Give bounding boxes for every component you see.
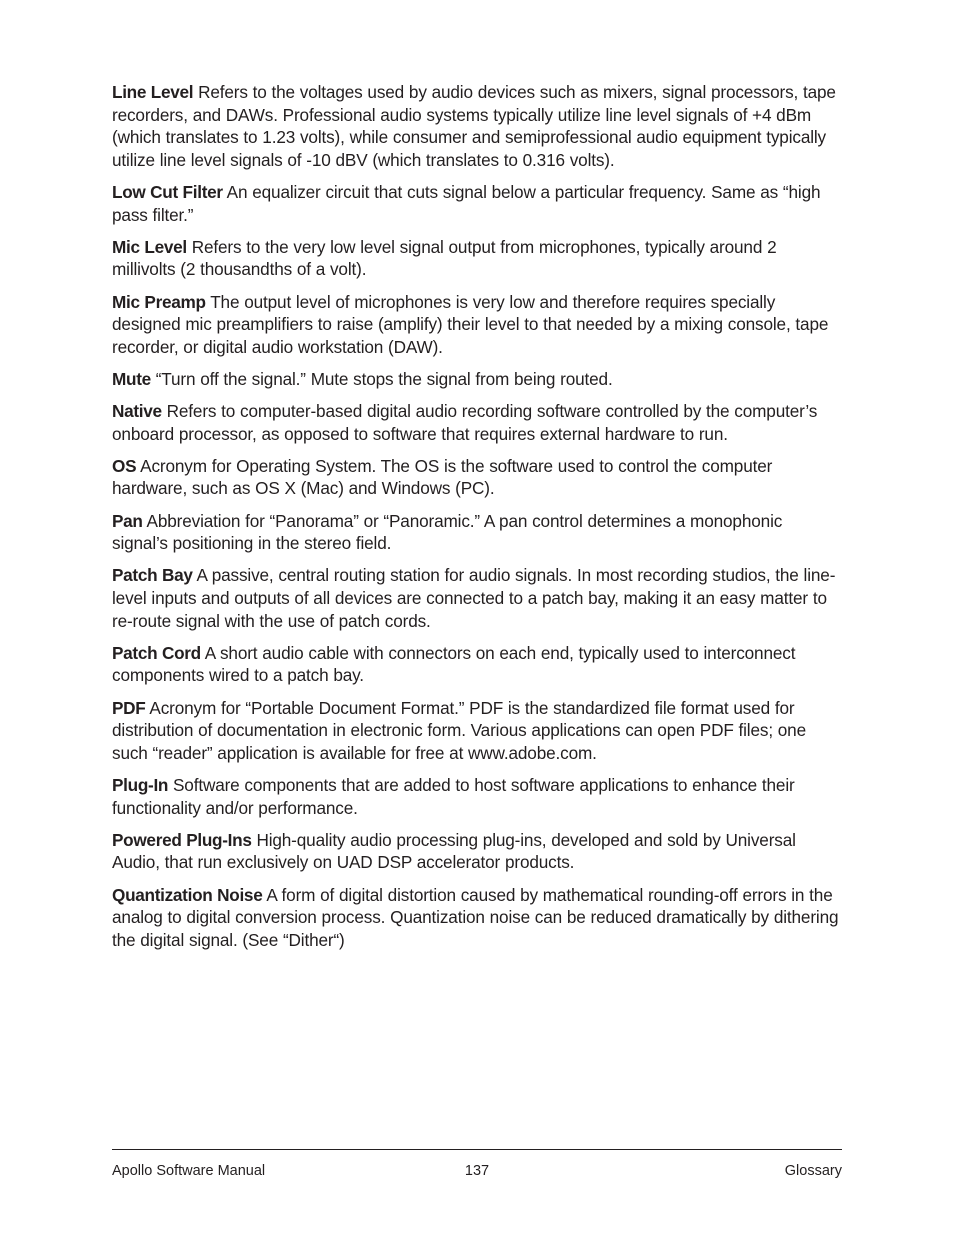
glossary-term: Low Cut Filter bbox=[112, 181, 223, 202]
glossary-definition: Abbreviation for “Panorama” or “Panoramic.” A pan control determines a monophonic signal’s positioning in the stereo field. bbox=[112, 510, 783, 554]
glossary-definition: An equalizer circuit that cuts signal below a particular frequency. Same as “high pass filter.” bbox=[112, 181, 821, 225]
glossary-entry-pdf bbox=[112, 697, 842, 765]
glossary-entry-os bbox=[112, 455, 842, 500]
glossary-definition: The output level of microphones is very low and therefore requires specially designed mic preamplifiers to raise (amplify) their level to that needed by a mixing console, tape recorder, or digital audio workstation (DAW). bbox=[112, 291, 829, 357]
glossary-term: Plug-In bbox=[112, 774, 169, 795]
glossary-definition: Refers to the very low level signal output from microphones, typically around 2 millivolts (2 thousandths of a volt). bbox=[112, 236, 777, 280]
glossary-term: Line Level bbox=[112, 82, 194, 102]
glossary-entry-powered-plug-ins bbox=[112, 829, 842, 874]
glossary-definition: “Turn off the signal.” Mute stops the signal from being routed. bbox=[155, 368, 613, 389]
glossary-entry-mic-level bbox=[112, 236, 842, 281]
glossary-entry-mic-preamp bbox=[112, 291, 842, 359]
glossary-entry-plug-in bbox=[112, 774, 842, 819]
glossary-definition: A short audio cable with connectors on each end, typically used to interconnect components wired to a patch bay. bbox=[112, 642, 796, 686]
footer-divider bbox=[112, 1149, 842, 1150]
glossary-term: OS bbox=[112, 455, 137, 476]
glossary-entry-patch-bay bbox=[112, 564, 842, 632]
glossary-definition: Software components that are added to host software applications to enhance their functionality and/or performance. bbox=[112, 774, 795, 818]
glossary-entry-pan bbox=[112, 510, 842, 555]
glossary-definition: A form of digital distortion caused by mathematical rounding-off errors in the analog to digital conversion process. Quantization noise can be reduced dramatically by dithering the digital signal. (See “Dither“) bbox=[112, 884, 839, 950]
glossary-entry-mute bbox=[112, 368, 842, 391]
glossary-definition: Refers to the voltages used by audio devices such as mixers, signal processors, tape recorders, and DAWs. Professional audio systems typically utilize line level signals of +4 dBm (which translates to 1.23 volts), while consumer and semiprofessional audio equipment typically utilize line level signals of -10 dBV (which translates to 0.316 volts). bbox=[112, 82, 836, 170]
glossary-term: Native bbox=[112, 401, 162, 422]
glossary-term: Patch Bay bbox=[112, 565, 193, 586]
glossary-definition: High-quality audio processing plug-ins, developed and sold by Universal Audio, that run exclusively on UAD DSP accelerator products. bbox=[112, 829, 796, 873]
page-footer bbox=[112, 1160, 842, 1182]
glossary-definition: Acronym for “Portable Document Format.” PDF is the standardized file format used for distribution of documentation in electronic form. Various applications can open PDF files; one such “reader” application is available for free at www.adobe.com. bbox=[112, 697, 807, 763]
glossary-term: Quantization Noise bbox=[112, 884, 263, 905]
glossary-definition: Refers to computer-based digital audio recording software controlled by the computer’s onboard processor, as opposed to software that requires external hardware to run. bbox=[112, 401, 818, 444]
glossary-term: Patch Cord bbox=[112, 642, 201, 663]
footer-page-number: 137 bbox=[464, 1163, 490, 1179]
glossary-entry-line-level bbox=[112, 81, 842, 171]
glossary-term: Powered Plug-Ins bbox=[112, 829, 252, 850]
glossary-term: Mic Level bbox=[112, 236, 187, 257]
footer-manual-title: Apollo Software Manual bbox=[112, 1163, 266, 1179]
glossary-term: Mic Preamp bbox=[112, 291, 206, 312]
glossary-term: Pan bbox=[112, 510, 143, 531]
glossary-definition: Acronym for Operating System. The OS is the software used to control the computer hardware, such as OS X (Mac) and Windows (PC). bbox=[112, 455, 773, 499]
glossary-term: PDF bbox=[112, 697, 146, 718]
glossary-definition: A passive, central routing station for audio signals. In most recording studios, the line-level inputs and outputs of all devices are connected to a patch bay, making it an easy matter to re-route signal with the use of patch cords. bbox=[112, 565, 836, 631]
glossary-term: Mute bbox=[112, 368, 151, 389]
glossary-entry-low-cut-filter bbox=[112, 181, 842, 226]
glossary-entry-patch-cord bbox=[112, 642, 842, 687]
glossary-entry-quantization-noise bbox=[112, 884, 842, 952]
glossary-entry-native bbox=[112, 400, 842, 445]
footer-section-name: Glossary bbox=[784, 1163, 842, 1179]
glossary-content bbox=[112, 81, 842, 961]
